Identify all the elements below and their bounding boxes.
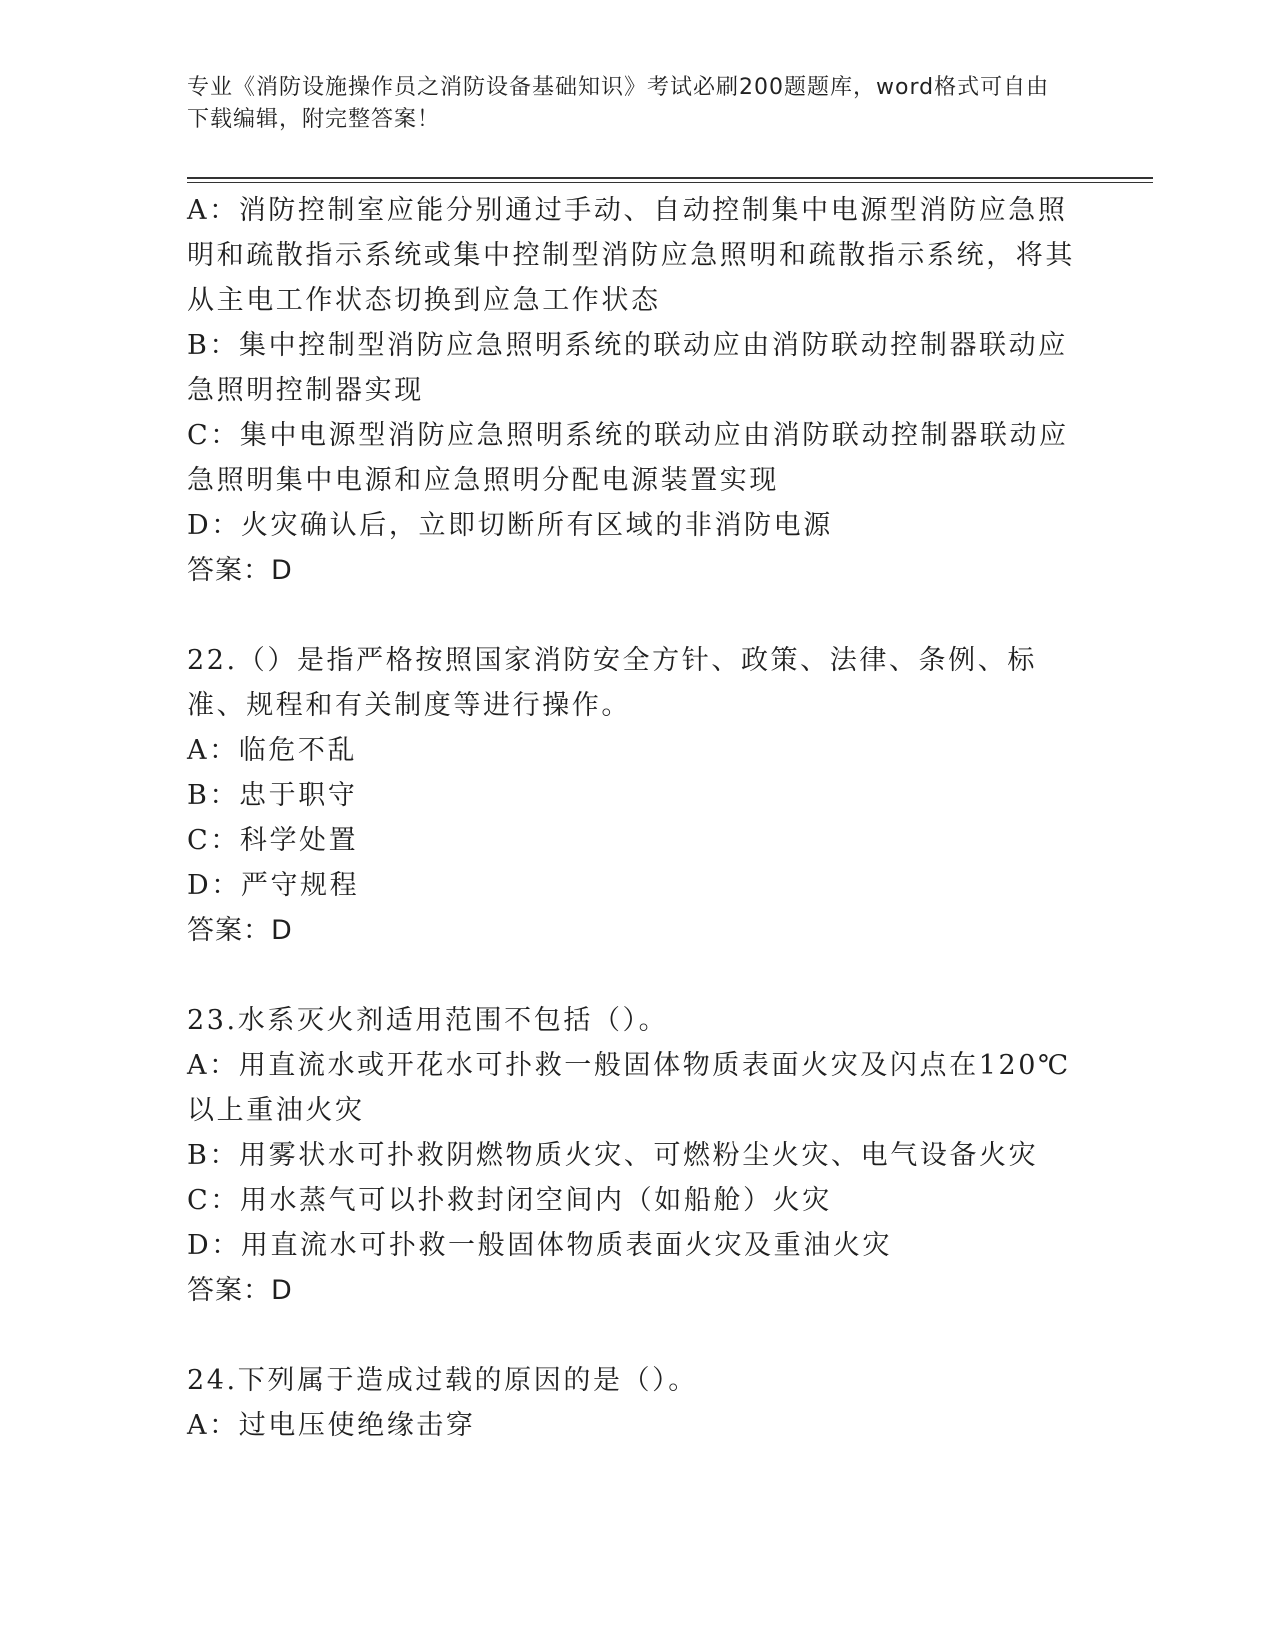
q21-option-a: A：消防控制室应能分别通过手动、自动控制集中电源型消防应急照明和疏散指示系统或集中控制型消防应急照明和疏散指示系统，将其从主电工作状态切换到应急工作状态 bbox=[187, 195, 1075, 316]
q22-option-b: B：忠于职守 bbox=[187, 780, 358, 811]
question-21-block bbox=[187, 188, 1087, 593]
q22-option-a: A：临危不乱 bbox=[187, 735, 358, 766]
q23-option-d: D：用直流水可扑救一般固体物质表面火灾及重油火灾 bbox=[187, 1230, 893, 1261]
q21-option-b: B：集中控制型消防应急照明系统的联动应由消防联动控制器联动应急照明控制器实现 bbox=[187, 330, 1068, 406]
q22-stem: 22.（）是指严格按照国家消防安全方针、政策、法律、条例、标准、规程和有关制度等进行操作。 bbox=[187, 645, 1037, 721]
question-24-block bbox=[187, 1358, 1087, 1448]
q21-option-c: C：集中电源型消防应急照明系统的联动应由消防联动控制器联动应急照明集中电源和应急照明分配电源装置实现 bbox=[187, 420, 1069, 496]
q21-answer: 答案：D bbox=[187, 555, 293, 586]
question-22-block bbox=[187, 638, 1087, 953]
q23-stem: 23.水系灭火剂适用范围不包括（）。 bbox=[187, 1005, 669, 1036]
q22-option-c: C：科学处置 bbox=[187, 825, 359, 856]
q21-option-d: D：火灾确认后，立即切断所有区域的非消防电源 bbox=[187, 510, 833, 541]
header-divider-thin bbox=[187, 182, 1153, 183]
q23-answer: 答案：D bbox=[187, 1275, 293, 1306]
q24-option-a: A：过电压使绝缘击穿 bbox=[187, 1410, 476, 1441]
q24-stem: 24.下列属于造成过载的原因的是（）。 bbox=[187, 1365, 698, 1396]
q23-option-a: A：用直流水或开花水可扑救一般固体物质表面火灾及闪点在120℃以上重油火灾 bbox=[187, 1050, 1071, 1126]
page-header: 专业《消防设施操作员之消防设备基础知识》考试必刷200题题库，word格式可自由下载编辑，附完整答案！ bbox=[187, 75, 1050, 132]
question-23-block bbox=[187, 998, 1087, 1313]
q23-option-b: B：用雾状水可扑救阴燃物质火灾、可燃粉尘火灾、电气设备火灾 bbox=[187, 1140, 1039, 1171]
q22-option-d: D：严守规程 bbox=[187, 870, 360, 901]
q23-option-c: C：用水蒸气可以扑救封闭空间内（如船舱）火灾 bbox=[187, 1185, 832, 1216]
document-body bbox=[187, 188, 1087, 1448]
q22-answer: 答案：D bbox=[187, 915, 293, 946]
header-divider-thick bbox=[187, 177, 1153, 179]
